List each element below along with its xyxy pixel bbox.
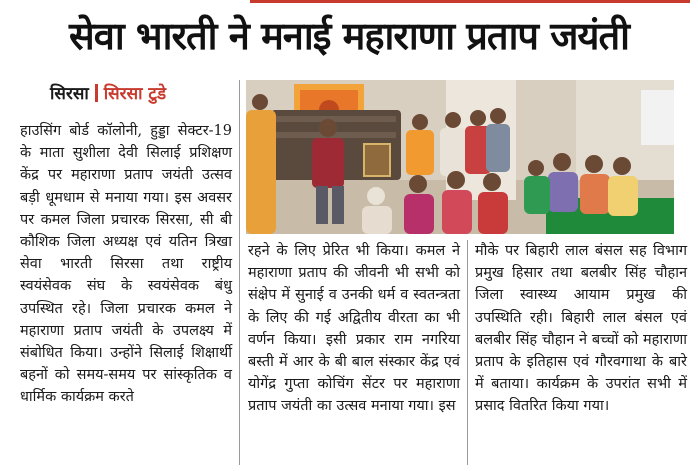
dateline (50, 80, 166, 108)
headline: सेवा भारती ने मनाई महाराणा प्रताप जयंती (69, 14, 629, 58)
article-column-1 (20, 120, 232, 409)
event-photo (246, 80, 674, 234)
article-text-col3: मौके पर बिहारी लाल बंसल सह विभाग प्रमुख हिसार तथा बलबीर सिंह चौहान जिला स्वास्थ्य आयाम प्रमुख की उपस्थिति रही। बिहारी लाल बंसल एवं बलबीर सिंह चौहान ने बच्चों को महाराणा प्रताप के इतिहास एवं गौरवगाथा के बारे में बताया। कार्यक्रम के उपरांत सभी में प्रसाद वितरित किया गया। (475, 243, 687, 415)
article-text-col1: हाउसिंग बोर्ड कॉलोनी, हुड्डा सेक्टर-19 के माता सुशीला देवी सिलाई प्रशिक्षण केंद्र पर महाराणा प्रताप जयंती उत्सव बड़ी धूमधाम से मनाया गया। इस अवसर पर कमल जिला प्रचारक सिरसा, सी बी कौशिक जिला अध्यक्ष एवं यतिन त्रिखा सेवा भारती सिरसा तथा राष्ट्रीय स्वयंसेवक संघ के स्वयंसेवक बंधु उपस्थित रहे। जिला प्रचारक कमल ने महाराणा प्रताप जयंती के उपलक्ष्य में संबोधित किया। उन्होंने सिलाई शिक्षार्थी बहनों को समय-समय पर सांस्कृतिक व धार्मिक कार्यक्रम करते (20, 123, 232, 406)
column-divider (467, 240, 468, 465)
article-column-3 (475, 240, 687, 418)
dateline-agency: सिरसा टुडे (103, 84, 167, 104)
dateline-city: सिरसा (50, 84, 89, 104)
column-divider (239, 80, 240, 465)
group-photo-illustration (246, 80, 674, 234)
dateline-separator (95, 84, 98, 102)
top-rule (250, 0, 690, 3)
article-column-2 (248, 240, 460, 418)
article-text-col2: रहने के लिए प्रेरित भी किया। कमल ने महाराणा प्रताप की जीवनी भी सभी को संक्षेप में सुनाई व उनकी धर्म व स्वतन्त्रता के लिए की गई अद्वितीय वीरता का भी वर्णन किया। इसी प्रकार राम नगरिया बस्ती में आर के बी बाल संस्कार केंद्र एवं योगेंद्र गुप्ता कोचिंग सेंटर पर महाराणा प्रताप जयंती का उत्सव मनाया गया। इस (248, 243, 460, 415)
